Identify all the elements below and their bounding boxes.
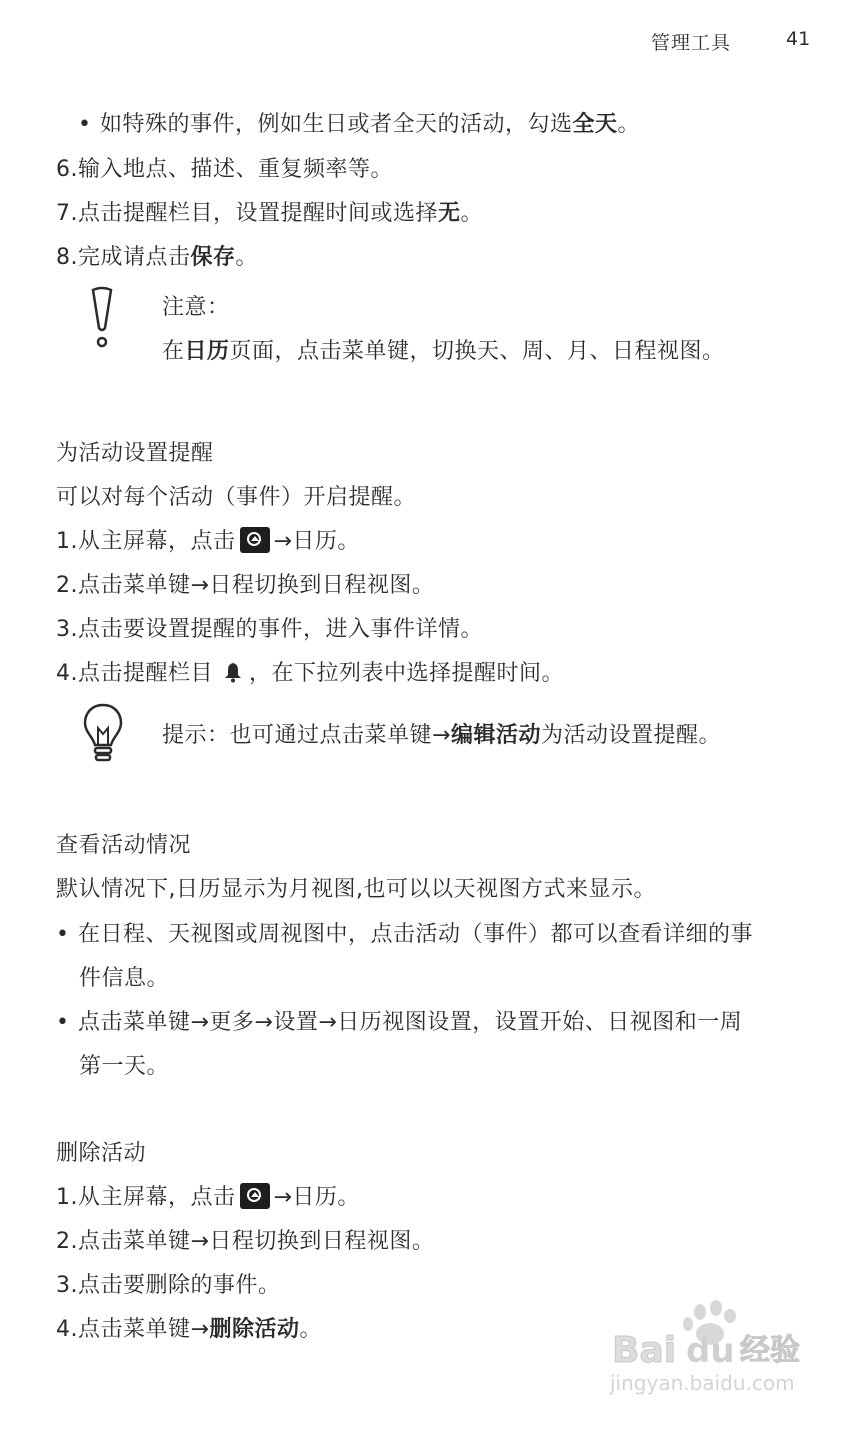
reminder-step-1: 1.从主屏幕，点击 →日历。 <box>56 529 360 554</box>
svg-text:jingyan.baidu.com: jingyan.baidu.com <box>610 1371 795 1395</box>
lightbulb-icon <box>82 702 124 766</box>
reminder-step-4: 4.点击提醒栏目 ，在下拉列表中选择提醒时间。 <box>56 661 565 686</box>
reminder-intro: 可以对每个活动（事件）开启提醒。 <box>56 485 417 510</box>
view-bullet-2: • 点击菜单键→更多→设置→日历视图设置，设置开始、日视图和一周 <box>56 1010 743 1035</box>
view-bullet-1: • 在日程、天视图或周视图中，点击活动（事件）都可以查看详细的事 <box>56 922 754 947</box>
section-heading-view: 查看活动情况 <box>56 833 192 858</box>
view-intro: 默认情况下,日历显示为月视图,也可以以天视图方式来显示。 <box>56 877 656 902</box>
delete-step-2: 2.点击菜单键→日程切换到日程视图。 <box>56 1229 435 1254</box>
bullet-all-day: • 如特殊的事件，例如生日或者全天的活动，勾选全天。 <box>78 112 641 137</box>
note-text: 在日历页面，点击菜单键，切换天、周、月、日程视图。 <box>162 339 725 364</box>
view-bullet-2-cont: 第一天。 <box>79 1054 170 1079</box>
launcher-icon <box>240 527 270 553</box>
exclamation-icon <box>88 286 116 350</box>
svg-text:经验: 经验 <box>740 1333 800 1368</box>
svg-text:Bai: Bai <box>612 1330 677 1371</box>
delete-step-3: 3.点击要删除的事件。 <box>56 1273 281 1298</box>
bell-icon <box>223 661 243 683</box>
delete-step-1: 1.从主屏幕，点击 →日历。 <box>56 1185 360 1210</box>
note-title: 注意： <box>162 295 230 320</box>
view-bullet-1-cont: 件信息。 <box>79 966 170 991</box>
svg-text:du: du <box>686 1331 735 1371</box>
reminder-step-2: 2.点击菜单键→日程切换到日程视图。 <box>56 573 435 598</box>
section-heading-reminder: 为活动设置提醒 <box>56 441 214 466</box>
reminder-step-3: 3.点击要设置提醒的事件，进入事件详情。 <box>56 617 483 642</box>
step-7: 7.点击提醒栏目，设置提醒时间或选择无。 <box>56 201 484 226</box>
step-6: 6.输入地点、描述、重复频率等。 <box>56 157 393 182</box>
section-heading-delete: 删除活动 <box>56 1141 147 1166</box>
launcher-icon <box>240 1183 270 1209</box>
page-number: 41 <box>786 28 811 50</box>
step-8: 8.完成请点击保存。 <box>56 245 259 270</box>
delete-step-4: 4.点击菜单键→删除活动。 <box>56 1317 322 1342</box>
tip-text: 提示：也可通过点击菜单键→编辑活动为活动设置提醒。 <box>162 723 721 748</box>
baidu-watermark-logo <box>608 1300 828 1400</box>
page-header-title: 管理工具 <box>651 32 732 54</box>
